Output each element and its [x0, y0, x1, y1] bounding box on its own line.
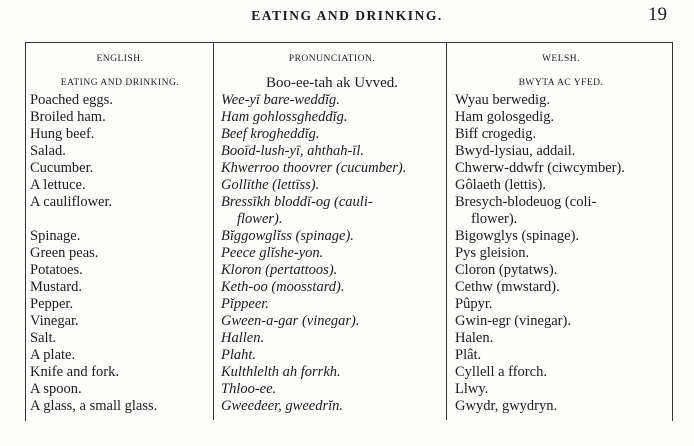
english-entry: Cucumber. — [30, 160, 94, 176]
pronunciation-header: PRONUNCIATION. — [288, 54, 376, 64]
column-divider — [213, 42, 214, 420]
english-header: ENGLISH. — [96, 54, 144, 64]
welsh-entry: Chwerw-ddwfr (ciwcymber). — [455, 160, 625, 176]
welsh-subheader: BWYTA AC YFED. — [518, 78, 604, 88]
pronunciation-entry: Kloron (pertattoos). — [221, 262, 338, 278]
pronunciation-entry: Wee-yī bare-weddĭg. — [221, 92, 340, 108]
welsh-entry: Pûpyr. — [455, 296, 493, 312]
pronunciation-entry: Beef krogheddĭg. — [221, 126, 320, 142]
welsh-entry: Cyllell a fforch. — [455, 364, 547, 380]
english-entry: Vinegar. — [30, 313, 79, 329]
welsh-entry: Bwyd-lysiau, addail. — [455, 143, 576, 159]
english-entry: Knife and fork. — [30, 364, 119, 380]
pronunciation-entry: Plaht. — [221, 347, 257, 363]
pronunciation-entry: Peece glĭshe-yon. — [221, 245, 324, 261]
pronunciation-entry: Gween-a-gar (vinegar). — [221, 313, 360, 329]
welsh-entry: Plât. — [455, 347, 482, 363]
welsh-entry: Cethw (mwstard). — [455, 279, 560, 295]
pronunciation-entry: Bĭggowglĭss (spinage). — [221, 228, 354, 244]
pronunciation-entry: Hallen. — [221, 330, 265, 346]
english-entry: A spoon. — [30, 381, 82, 397]
english-entry: Potatoes. — [30, 262, 83, 278]
welsh-entry: Ham golosgedig. — [455, 109, 555, 125]
pronunciation-column — [221, 52, 443, 415]
pronunciation-entry: Keth-oo (moosstard). — [221, 279, 345, 295]
pronunciation-entry: Bressīkh bloddī-og (cauli- — [221, 194, 373, 210]
english-entry: Hung beef. — [30, 126, 95, 142]
english-entry — [30, 211, 210, 228]
english-entry: A lettuce. — [30, 177, 86, 193]
welsh-entry: Wyau berwedig. — [455, 92, 550, 108]
pronunciation-subheader: Boo-ee-tah ak Uvved. — [265, 75, 399, 91]
column-divider — [446, 42, 447, 420]
english-column — [30, 52, 210, 415]
pronunciation-entry: Gweedeer, gweedrĭn. — [221, 398, 344, 414]
pronunciation-entry: flower). — [237, 211, 283, 227]
english-entry: Poached eggs. — [30, 92, 113, 108]
pronunciation-entry: Gollīthe (lettīss). — [221, 177, 320, 193]
pronunciation-entry: Khwerroo thoovrer (cucumber). — [221, 160, 407, 176]
welsh-entry: Gwydr, gwydryn. — [455, 398, 558, 414]
english-entry: Green peas. — [30, 245, 99, 261]
english-entry: Pepper. — [30, 296, 74, 312]
english-entry: A plate. — [30, 347, 76, 363]
welsh-entry: Biff crogedig. — [455, 126, 537, 142]
english-entry: Spinage. — [30, 228, 81, 244]
welsh-entry: Llwy. — [455, 381, 489, 397]
pronunciation-entry: Ham gohlossgheddĭg. — [221, 109, 348, 125]
welsh-entry: Cloron (pytatws). — [455, 262, 558, 278]
page-number: 19 — [648, 4, 667, 25]
welsh-entry: Bresych-blodeuog (coli- — [455, 194, 597, 210]
welsh-entry: flower). — [471, 211, 518, 227]
welsh-header: WELSH. — [541, 54, 581, 64]
welsh-entry: Pys gleision. — [455, 245, 530, 261]
english-entry: Salt. — [30, 330, 57, 346]
english-entry: A glass, a small glass. — [30, 398, 158, 414]
pronunciation-entry: Booīd-lush-yī, ahthah-īl. — [221, 143, 364, 159]
pronunciation-entry: Pĭppeer. — [221, 296, 269, 312]
english-entry: Salad. — [30, 143, 66, 159]
english-subheader: EATING AND DRINKING. — [60, 78, 180, 88]
english-entry: Mustard. — [30, 279, 82, 295]
welsh-entry: Halen. — [455, 330, 494, 346]
english-entry: Broiled ham. — [30, 109, 106, 125]
welsh-entry: Gwin-egr (vinegar). — [455, 313, 571, 329]
welsh-entry: Gôlaeth (lettis). — [455, 177, 547, 193]
welsh-entry: Bigowglys (spinage). — [455, 228, 580, 244]
page-title: EATING AND DRINKING. — [251, 8, 443, 23]
welsh-column — [455, 52, 667, 415]
english-entry: A cauliflower. — [30, 194, 113, 210]
pronunciation-entry: Thloo-ee. — [221, 381, 277, 397]
pronunciation-entry: Kulthlelth ah forrkh. — [221, 364, 341, 380]
